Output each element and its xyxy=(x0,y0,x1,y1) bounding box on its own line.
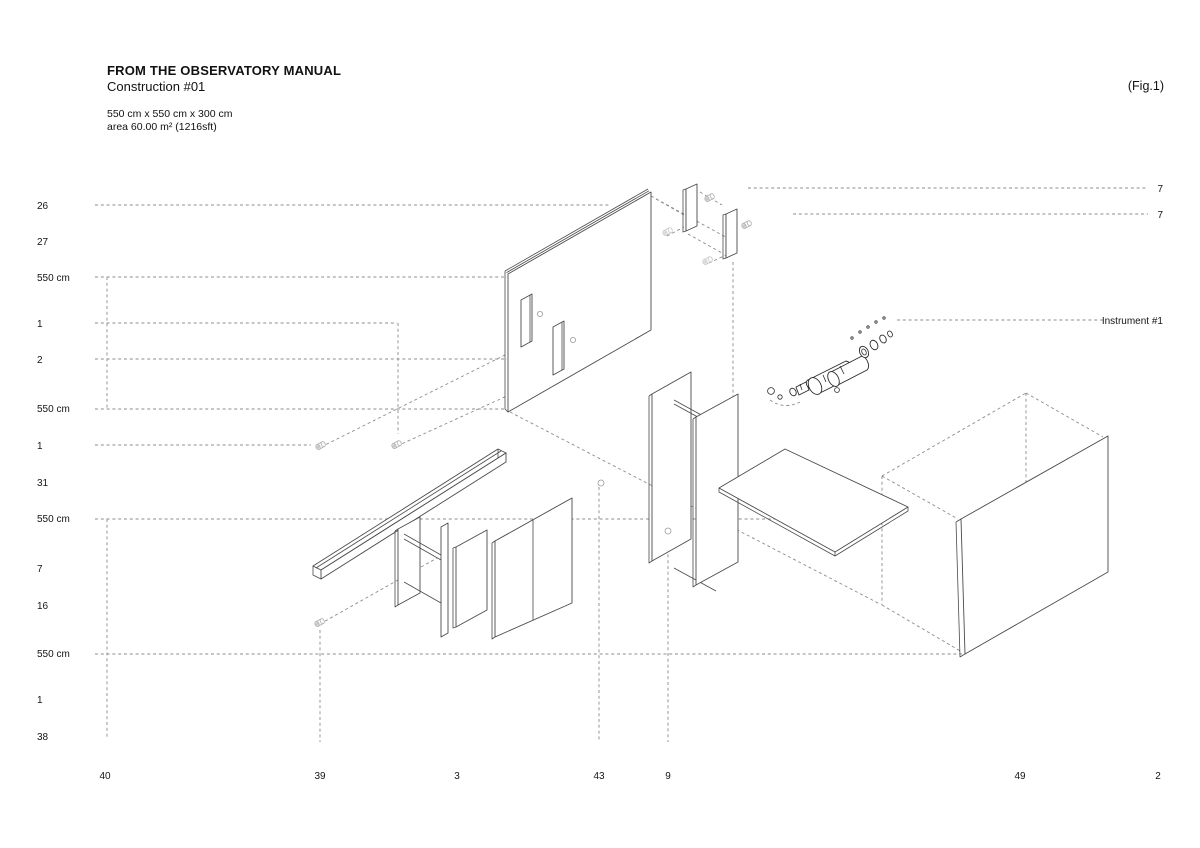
construction-subtitle: Construction #01 xyxy=(107,79,206,94)
small-h-column-drawing xyxy=(395,517,448,637)
bottom-part-label: 9 xyxy=(665,771,671,782)
screw-icon xyxy=(702,256,713,265)
bottom-part-label: 3 xyxy=(454,771,460,782)
right-leader-lines xyxy=(748,188,1148,320)
left-part-label: 26 xyxy=(37,201,49,212)
left-part-label: 31 xyxy=(37,478,49,489)
door-cutout-a xyxy=(521,294,532,347)
screw-icon xyxy=(391,440,402,449)
left-part-label: 550 cm xyxy=(37,404,70,415)
side-panel-drawing xyxy=(453,530,487,628)
left-part-label: 27 xyxy=(37,237,49,248)
cover-strip-panel-a xyxy=(683,184,697,232)
screw-icon xyxy=(741,220,752,229)
screw-icon xyxy=(662,227,673,236)
bottom-part-label: 2 xyxy=(1155,771,1161,782)
right-part-labels xyxy=(1102,184,1164,327)
bottom-part-label: 40 xyxy=(99,771,111,782)
bottom-part-label: 43 xyxy=(593,771,605,782)
left-part-label: 1 xyxy=(37,319,43,330)
left-part-label: 550 cm xyxy=(37,649,70,660)
page-title: FROM THE OBSERVATORY MANUAL xyxy=(107,63,342,78)
area-text: area 60.00 m² (1216sft) xyxy=(107,121,217,133)
left-part-label: 16 xyxy=(37,601,49,612)
instrument-guide-arc xyxy=(770,400,800,406)
left-part-label: 550 cm xyxy=(37,514,70,525)
screw-icon xyxy=(314,618,325,627)
dimensions-text: 550 cm x 550 cm x 300 cm xyxy=(107,108,233,120)
left-part-label: 550 cm xyxy=(37,273,70,284)
left-part-label: 2 xyxy=(37,355,43,366)
box-panel-drawing xyxy=(956,436,1108,657)
left-part-label: 1 xyxy=(37,695,43,706)
fixing-point-icon xyxy=(598,480,604,486)
instrument-drawing xyxy=(768,317,894,406)
cover-strip-panel-b xyxy=(723,209,737,259)
left-part-label: 38 xyxy=(37,732,49,743)
wall-panel-drawing xyxy=(505,189,651,412)
figure-number: (Fig.1) xyxy=(1127,79,1164,93)
right-part-label: 7 xyxy=(1157,184,1163,195)
left-part-label: 7 xyxy=(37,564,43,575)
screw-icon xyxy=(315,441,326,450)
door-cutout-b xyxy=(553,321,564,375)
bottom-part-labels xyxy=(99,771,1161,782)
right-part-label: 7 xyxy=(1157,210,1163,221)
bottom-part-label: 39 xyxy=(314,771,326,782)
left-part-label: 1 xyxy=(37,441,43,452)
i-beam-column-drawing xyxy=(598,372,738,591)
tabletop-plate-drawing xyxy=(719,449,908,556)
left-part-labels xyxy=(37,201,70,743)
screw-icon xyxy=(704,193,715,202)
bottom-part-label: 49 xyxy=(1014,771,1026,782)
instrument-label: Instrument #1 xyxy=(1101,316,1163,327)
